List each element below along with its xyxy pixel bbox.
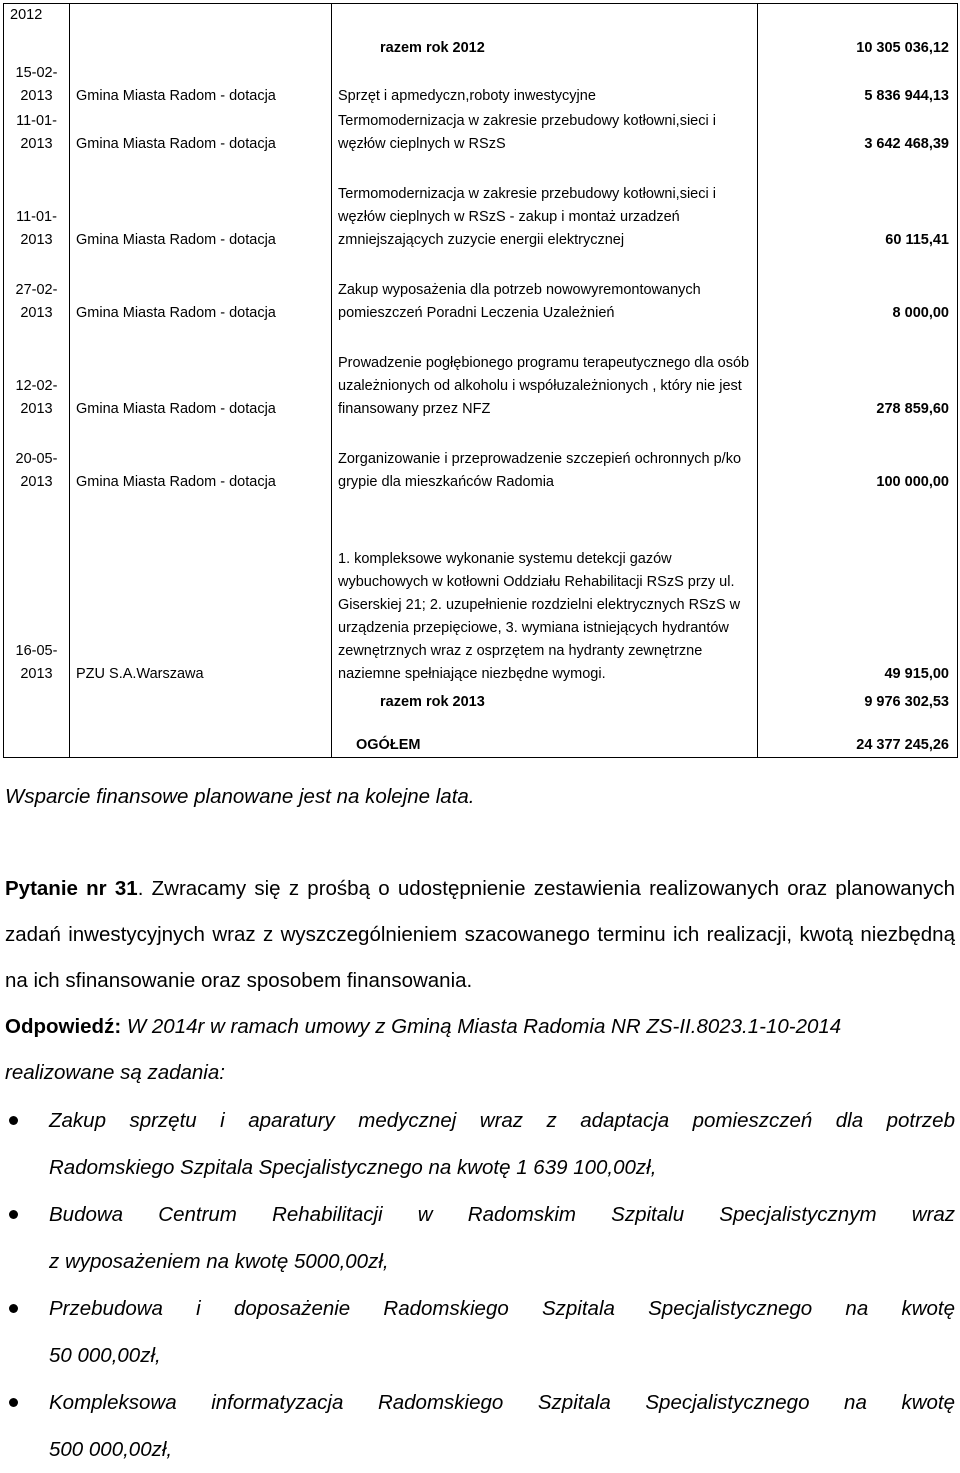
question-paragraph	[5, 866, 955, 1004]
date-cell: 12-02-2013	[4, 325, 70, 421]
answer-paragraph	[5, 1004, 955, 1096]
table-row	[4, 60, 958, 108]
total-label: OGÓŁEM	[332, 714, 758, 758]
desc-cell: Sprzęt i apmedyczn,roboty inwestycyjne	[332, 60, 758, 108]
sum-label: razem rok 2013	[332, 686, 758, 714]
party-cell: Gmina Miasta Radom - dotacja	[70, 108, 332, 156]
table-row	[4, 156, 958, 252]
party-cell: Gmina Miasta Radom - dotacja	[70, 156, 332, 252]
question-text: . Zwracamy się z prośbą o udostępnienie zestawienia realizowanych oraz planowanych zadań inwestycyjnych wraz z wyszczególnieniem szacowanego terminu ich realizacji, kwotą niezbędną na ich sfinansowanie oraz sposobem finansowania.	[5, 877, 955, 992]
table-row	[4, 494, 958, 686]
finance-table	[3, 3, 958, 758]
table-row	[4, 325, 958, 421]
desc-cell: Termomodernizacja w zakresie przebudowy kotłowni,sieci i węzłów cieplnych w RSzS	[332, 108, 758, 156]
date-cell: 16-05-2013	[4, 494, 70, 686]
date-cell: 11-01-2013	[4, 108, 70, 156]
amount-cell: 3 642 468,39	[758, 108, 958, 156]
sum-amount: 9 976 302,53	[758, 686, 958, 714]
date-cell: 15-02-2013	[4, 60, 70, 108]
party-cell: Gmina Miasta Radom - dotacja	[70, 252, 332, 325]
total-amount: 24 377 245,26	[758, 714, 958, 758]
task-list	[5, 1097, 955, 1473]
answer-label: Odpowiedź:	[5, 1015, 122, 1038]
bullet-icon	[9, 1210, 18, 1219]
desc-cell: Zakup wyposażenia dla potrzeb nowowyremontowanych pomieszczeń Poradni Leczenia Uzależnień	[332, 252, 758, 325]
year-cell: 2012	[4, 4, 70, 34]
party-cell: Gmina Miasta Radom - dotacja	[70, 421, 332, 494]
list-item: Przebudowa i doposażenie Radomskiego Szpitala Specjalistycznego na kwotę 50 000,00zł,	[5, 1285, 955, 1379]
party-cell: PZU S.A.Warszawa	[70, 494, 332, 686]
list-item: Zakup sprzętu i aparatury medycznej wraz z adaptacja pomieszczeń dla potrzeb Radomskiego Szpitala Specjalistycznego na kwotę 1 639 100,00zł,	[5, 1097, 955, 1191]
amount-cell: 278 859,60	[758, 325, 958, 421]
party-cell: Gmina Miasta Radom - dotacja	[70, 60, 332, 108]
party-cell: Gmina Miasta Radom - dotacja	[70, 325, 332, 421]
list-item: Budowa Centrum Rehabilitacji w Radomskim Szpitalu Specjalistycznym wraz z wyposażeniem na kwotę 5000,00zł,	[5, 1191, 955, 1285]
desc-cell: Prowadzenie pogłębionego programu terapeutycznego dla osób uzależnionych od alkoholu i współuzależnionych , który nie jest finansowany przez NFZ	[332, 325, 758, 421]
amount-cell: 60 115,41	[758, 156, 958, 252]
table-row	[4, 108, 958, 156]
table-row	[4, 421, 958, 494]
sum-label: razem rok 2012	[332, 34, 758, 60]
amount-cell: 49 915,00	[758, 494, 958, 686]
list-item: Kompleksowa informatyzacja Radomskiego Szpitala Specjalistycznego na kwotę 500 000,00zł,	[5, 1379, 955, 1473]
bullet-icon	[9, 1116, 18, 1125]
sum-row-2013	[4, 686, 958, 714]
table-row	[4, 252, 958, 325]
date-cell: 27-02-2013	[4, 252, 70, 325]
amount-cell: 100 000,00	[758, 421, 958, 494]
note-text: Wsparcie finansowe planowane jest na kolejne lata.	[5, 785, 475, 808]
bullet-icon	[9, 1304, 18, 1313]
desc-cell: 1. kompleksowe wykonanie systemu detekcji gazów wybuchowych w kotłowni Oddziału Rehabilitacji RSzS przy ul. Giserskiej 21; 2. uzupełnienie rozdzielni elektrycznych RSzS w urządzenia przepięciowe, 3. wymiana istniejących hydrantów zewnętrznych wraz z osprzętem na hydranty zewnętrzne naziemne spełniające niezbędne wymogi.	[332, 494, 758, 686]
total-row	[4, 714, 958, 758]
date-cell: 11-01-2013	[4, 156, 70, 252]
bullet-icon	[9, 1398, 18, 1407]
amount-cell: 5 836 944,13	[758, 60, 958, 108]
answer-text: W 2014r w ramach umowy z Gminą Miasta Radomia NR ZS-II.8023.1-10-2014 realizowane są zadania:	[5, 1015, 842, 1084]
sum-amount: 10 305 036,12	[758, 34, 958, 60]
table-row	[4, 4, 958, 34]
date-cell: 20-05-2013	[4, 421, 70, 494]
desc-cell: Termomodernizacja w zakresie przebudowy kotłowni,sieci i węzłów cieplnych w RSzS - zakup i montaż urzadzeń zmniejszających zuzycie energii elektrycznej	[332, 156, 758, 252]
desc-cell: Zorganizowanie i przeprowadzenie szczepień ochronnych p/ko grypie dla mieszkańców Radomia	[332, 421, 758, 494]
amount-cell: 8 000,00	[758, 252, 958, 325]
sum-row-2012	[4, 34, 958, 60]
question-label: Pytanie nr 31	[5, 877, 138, 900]
